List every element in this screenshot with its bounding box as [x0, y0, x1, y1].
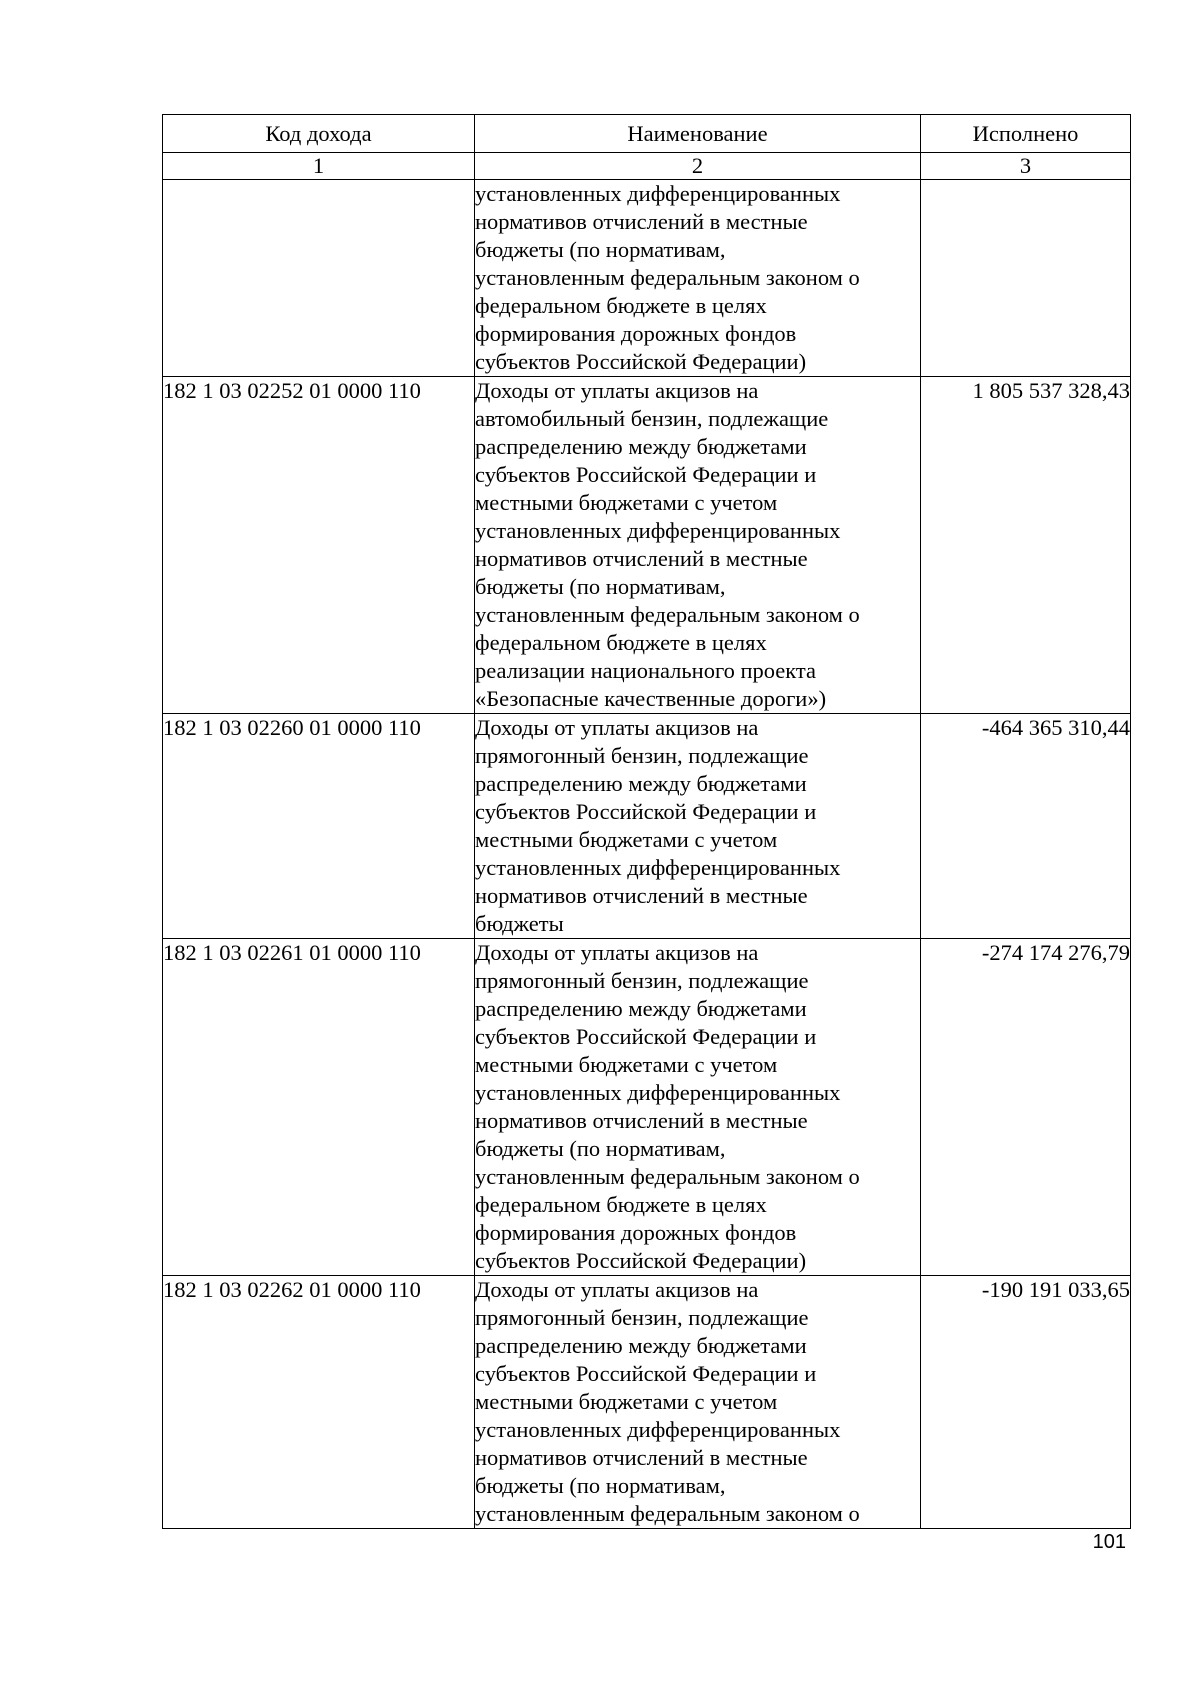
income-name-line: прямогонный бензин, подлежащие: [475, 1305, 809, 1330]
income-name-line: установленных дифференцированных: [475, 1417, 841, 1442]
table-row: [163, 377, 1131, 714]
header-executed: Исполнено: [921, 115, 1131, 153]
income-name-line: Доходы от уплаты акцизов на: [475, 940, 759, 965]
income-code: 182 1 03 02252 01 0000 110: [163, 377, 475, 714]
table-row: [163, 1276, 1131, 1529]
income-name-line: распределению между бюджетами: [475, 996, 807, 1021]
income-name-line: прямогонный бензин, подлежащие: [475, 743, 809, 768]
income-name-line: нормативов отчислений в местные: [475, 1108, 808, 1133]
income-name-line: нормативов отчислений в местные: [475, 883, 808, 908]
table-row: [163, 714, 1131, 939]
income-name-line: бюджеты (по нормативам,: [475, 1136, 726, 1161]
income-name-line: автомобильный бензин, подлежащие: [475, 406, 829, 431]
column-number-row: [163, 153, 1131, 180]
table-row: [163, 939, 1131, 1276]
income-name: [475, 714, 921, 939]
page-number: 101: [1092, 1531, 1126, 1553]
income-name-line: установленным федеральным законом о: [475, 265, 860, 290]
income-name-line: установленных дифференцированных: [475, 181, 841, 206]
income-name-line: установленным федеральным законом о: [475, 1164, 860, 1189]
income-name-line: распределению между бюджетами: [475, 771, 807, 796]
income-name-line: Доходы от уплаты акцизов на: [475, 1277, 759, 1302]
income-name-line: субъектов Российской Федерации): [475, 349, 807, 374]
header-row: [163, 115, 1131, 153]
income-name-line: местными бюджетами с учетом: [475, 490, 778, 515]
income-name-line: местными бюджетами с учетом: [475, 1052, 778, 1077]
income-code: 182 1 03 02260 01 0000 110: [163, 714, 475, 939]
income-name-line: субъектов Российской Федерации и: [475, 799, 817, 824]
income-name-line: распределению между бюджетами: [475, 434, 807, 459]
column-number-1: 1: [163, 153, 475, 180]
income-name-line: субъектов Российской Федерации): [475, 1248, 807, 1273]
income-name-line: прямогонный бензин, подлежащие: [475, 968, 809, 993]
income-name-line: установленных дифференцированных: [475, 1080, 841, 1105]
executed-amount: 1 805 537 328,43: [921, 377, 1131, 714]
column-number-2: 2: [475, 153, 921, 180]
executed-amount: -190 191 033,65: [921, 1276, 1131, 1529]
income-name-line: нормативов отчислений в местные: [475, 1445, 808, 1470]
income-name-line: местными бюджетами с учетом: [475, 827, 778, 852]
income-name-line: бюджеты (по нормативам,: [475, 574, 726, 599]
income-name-line: федеральном бюджете в целях: [475, 1192, 767, 1217]
income-name-line: бюджеты (по нормативам,: [475, 237, 726, 262]
income-name-line: нормативов отчислений в местные: [475, 546, 808, 571]
income-name: [475, 1276, 921, 1529]
header-code: Код дохода: [163, 115, 475, 153]
table-row: [163, 180, 1131, 377]
income-name-line: установленным федеральным законом о: [475, 602, 860, 627]
income-name-line: Доходы от уплаты акцизов на: [475, 378, 759, 403]
income-name-line: установленных дифференцированных: [475, 855, 841, 880]
income-name-line: субъектов Российской Федерации и: [475, 1024, 817, 1049]
income-name-line: субъектов Российской Федерации и: [475, 462, 817, 487]
income-name-line: федеральном бюджете в целях: [475, 630, 767, 655]
income-name-line: формирования дорожных фондов: [475, 321, 797, 346]
income-name-line: местными бюджетами с учетом: [475, 1389, 778, 1414]
income-name-line: реализации национального проекта: [475, 658, 817, 683]
income-name: [475, 180, 921, 377]
income-name-line: бюджеты (по нормативам,: [475, 1473, 726, 1498]
income-name-line: распределению между бюджетами: [475, 1333, 807, 1358]
income-code: 182 1 03 02261 01 0000 110: [163, 939, 475, 1276]
income-code: 182 1 03 02262 01 0000 110: [163, 1276, 475, 1529]
income-code: [163, 180, 475, 377]
income-name-line: нормативов отчислений в местные: [475, 209, 808, 234]
executed-amount: -274 174 276,79: [921, 939, 1131, 1276]
income-name-line: установленных дифференцированных: [475, 518, 841, 543]
income-name-line: федеральном бюджете в целях: [475, 293, 767, 318]
income-name-line: субъектов Российской Федерации и: [475, 1361, 817, 1386]
income-name-line: формирования дорожных фондов: [475, 1220, 797, 1245]
revenue-table: [162, 114, 1131, 1529]
income-name-line: «Безопасные качественные дороги»): [475, 686, 827, 711]
executed-amount: -464 365 310,44: [921, 714, 1131, 939]
income-name-line: установленным федеральным законом о: [475, 1501, 860, 1526]
income-name: [475, 939, 921, 1276]
header-name: Наименование: [475, 115, 921, 153]
income-name-line: Доходы от уплаты акцизов на: [475, 715, 759, 740]
executed-amount: [921, 180, 1131, 377]
column-number-3: 3: [921, 153, 1131, 180]
income-name-line: бюджеты: [475, 911, 564, 936]
table-body: [163, 180, 1131, 1529]
income-name: [475, 377, 921, 714]
